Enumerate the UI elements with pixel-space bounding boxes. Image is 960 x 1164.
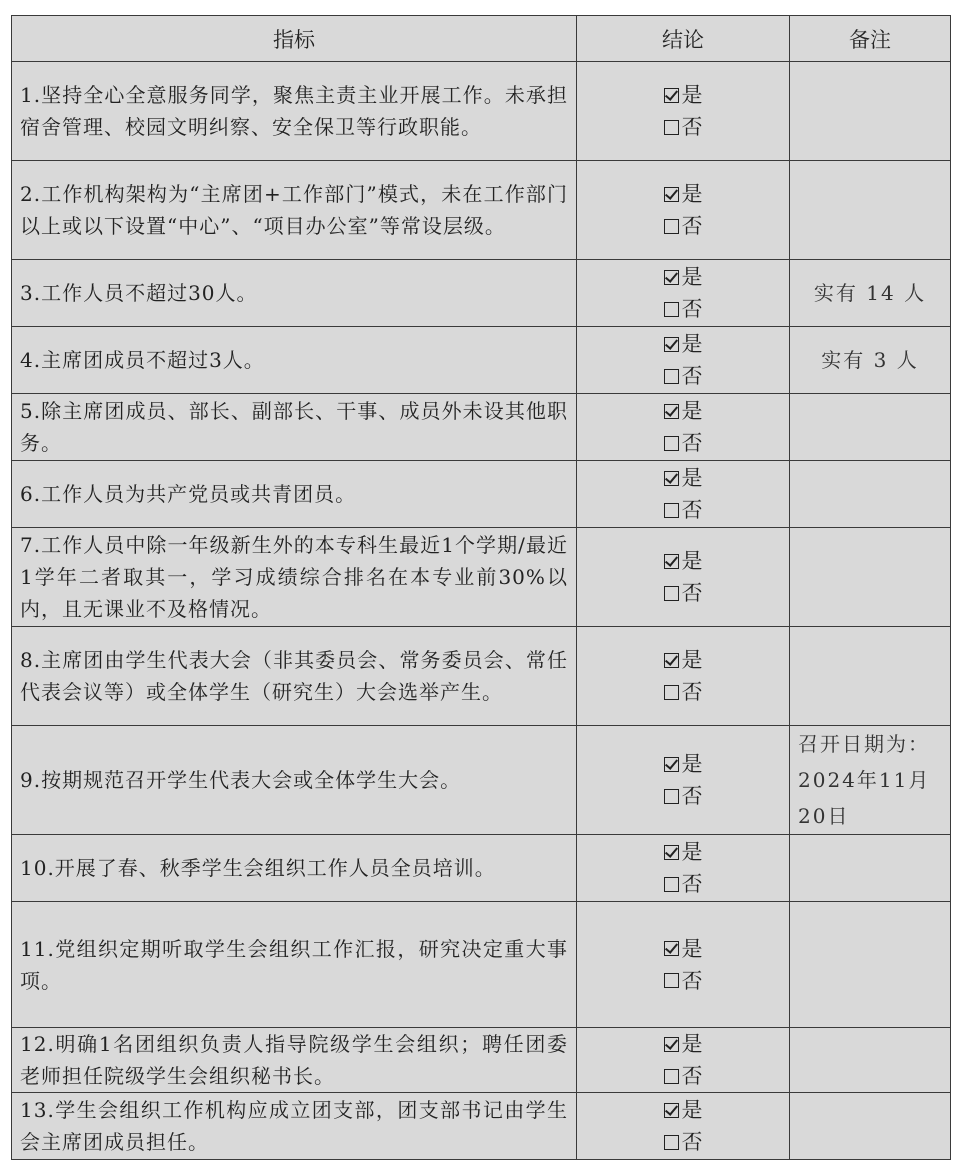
option-yes[interactable] <box>577 178 789 210</box>
option-no[interactable] <box>577 111 789 143</box>
option-yes[interactable] <box>577 261 789 293</box>
table-row <box>12 461 951 528</box>
option-yes[interactable] <box>577 462 789 494</box>
option-yes[interactable] <box>577 644 789 676</box>
option-yes[interactable] <box>577 545 789 577</box>
remark-cell: 召开日期为：2024年11月20日 <box>790 726 951 835</box>
conclusion-cell <box>577 835 790 902</box>
checkbox-no[interactable] <box>664 877 679 892</box>
option-no-label: 否 <box>681 431 703 455</box>
table-row <box>12 260 951 327</box>
option-yes[interactable] <box>577 395 789 427</box>
remark-cell <box>790 394 951 461</box>
indicator-table <box>11 15 951 1160</box>
option-no-label: 否 <box>681 115 703 139</box>
header-indicator: 指标 <box>12 16 577 62</box>
option-no-label: 否 <box>681 297 703 321</box>
option-yes[interactable] <box>577 836 789 868</box>
remark-cell <box>790 902 951 1028</box>
option-no-label: 否 <box>681 214 703 238</box>
option-yes[interactable] <box>577 933 789 965</box>
option-yes-label: 是 <box>681 936 703 961</box>
checkbox-yes[interactable] <box>664 471 679 486</box>
remark-cell <box>790 627 951 726</box>
option-no[interactable] <box>577 780 789 812</box>
conclusion-cell <box>577 528 790 627</box>
checkbox-yes[interactable] <box>664 270 679 285</box>
checkbox-yes[interactable] <box>664 404 679 419</box>
option-no-label: 否 <box>681 364 703 388</box>
table-row <box>12 528 951 627</box>
option-no[interactable] <box>577 293 789 325</box>
indicator-text: 1.坚持全心全意服务同学，聚焦主责主业开展工作。未承担宿舍管理、校园文明纠察、安全保卫等行政职能。 <box>12 62 577 161</box>
option-no-label: 否 <box>681 784 703 808</box>
conclusion-cell <box>577 627 790 726</box>
conclusion-cell <box>577 1093 790 1160</box>
checkbox-no[interactable] <box>664 302 679 317</box>
checkbox-no[interactable] <box>664 1135 679 1150</box>
remark-cell: 实有 14 人 <box>790 260 951 327</box>
indicator-text: 11.党组织定期听取学生会组织工作汇报，研究决定重大事项。 <box>12 902 577 1028</box>
option-no[interactable] <box>577 1060 789 1092</box>
checkbox-yes[interactable] <box>664 1103 679 1118</box>
conclusion-cell <box>577 902 790 1028</box>
checkbox-yes[interactable] <box>664 187 679 202</box>
indicator-text: 7.工作人员中除一年级新生外的本专科生最近1个学期/最近1学年二者取其一，学习成绩综合排名在本专业前30%以内，且无课业不及格情况。 <box>12 528 577 627</box>
checkbox-yes[interactable] <box>664 337 679 352</box>
checkbox-yes[interactable] <box>664 757 679 772</box>
option-no-label: 否 <box>681 680 703 704</box>
option-yes-label: 是 <box>681 399 703 423</box>
option-no-label: 否 <box>681 581 703 605</box>
option-yes-label: 是 <box>681 265 703 289</box>
table-row <box>12 1028 951 1093</box>
checkbox-no[interactable] <box>664 1069 679 1084</box>
option-no[interactable] <box>577 965 789 997</box>
indicator-text: 2.工作机构架构为“主席团+工作部门”模式，未在工作部门以上或以下设置“中心”、“项目办公室”等常设层级。 <box>12 161 577 260</box>
indicator-text: 10.开展了春、秋季学生会组织工作人员全员培训。 <box>12 835 577 902</box>
option-yes-label: 是 <box>681 648 703 672</box>
checkbox-yes[interactable] <box>664 845 679 860</box>
remark-cell: 实有 3 人 <box>790 327 951 394</box>
conclusion-cell <box>577 161 790 260</box>
option-yes[interactable] <box>577 328 789 360</box>
option-no[interactable] <box>577 494 789 526</box>
checkbox-no[interactable] <box>664 369 679 384</box>
checkbox-no[interactable] <box>664 973 679 988</box>
option-yes-label: 是 <box>681 182 703 206</box>
remark-cell <box>790 161 951 260</box>
table-row <box>12 394 951 461</box>
indicator-text: 12.明确1名团组织负责人指导院级学生会组织；聘任团委老师担任院级学生会组织秘书长。 <box>12 1028 577 1093</box>
option-no[interactable] <box>577 577 789 609</box>
option-yes[interactable] <box>577 748 789 780</box>
checkbox-yes[interactable] <box>664 941 679 956</box>
conclusion-cell <box>577 327 790 394</box>
remark-cell <box>790 528 951 627</box>
remark-cell <box>790 835 951 902</box>
table-row <box>12 1093 951 1160</box>
checkbox-no[interactable] <box>664 586 679 601</box>
conclusion-cell <box>577 726 790 835</box>
option-no-label: 否 <box>681 872 703 896</box>
option-no-label: 否 <box>681 498 703 522</box>
option-no[interactable] <box>577 210 789 242</box>
checkbox-yes[interactable] <box>664 1037 679 1052</box>
checkbox-no[interactable] <box>664 436 679 451</box>
option-no[interactable] <box>577 676 789 708</box>
option-yes[interactable] <box>577 1028 789 1060</box>
table-row <box>12 627 951 726</box>
table-row <box>12 902 951 1028</box>
header-conclusion: 结论 <box>577 16 790 62</box>
option-yes[interactable] <box>577 79 789 111</box>
option-yes-label: 是 <box>681 840 703 864</box>
checkbox-no[interactable] <box>664 503 679 518</box>
remark-cell <box>790 1028 951 1093</box>
option-yes[interactable] <box>577 1094 789 1126</box>
indicator-text: 13.学生会组织工作机构应成立团支部，团支部书记由学生会主席团成员担任。 <box>12 1093 577 1160</box>
table-row <box>12 62 951 161</box>
indicator-text: 9.按期规范召开学生代表大会或全体学生大会。 <box>12 726 577 835</box>
option-yes-label: 是 <box>681 332 703 356</box>
table-row <box>12 835 951 902</box>
option-yes-label: 是 <box>681 1098 703 1122</box>
indicator-text: 6.工作人员为共产党员或共青团员。 <box>12 461 577 528</box>
remark-cell <box>790 1093 951 1160</box>
table-row <box>12 327 951 394</box>
indicator-text: 8.主席团由学生代表大会（非其委员会、常务委员会、常任代表会议等）或全体学生（研究生）大会选举产生。 <box>12 627 577 726</box>
checkbox-no[interactable] <box>664 789 679 804</box>
conclusion-cell <box>577 394 790 461</box>
table-row <box>12 161 951 260</box>
option-no[interactable] <box>577 427 789 459</box>
option-yes-label: 是 <box>681 83 703 107</box>
option-yes-label: 是 <box>681 752 703 776</box>
option-no-label: 否 <box>681 1064 703 1088</box>
conclusion-cell <box>577 461 790 528</box>
checkbox-no[interactable] <box>664 120 679 135</box>
checkbox-yes[interactable] <box>664 88 679 103</box>
option-no-label: 否 <box>681 1130 703 1154</box>
indicator-text: 5.除主席团成员、部长、副部长、干事、成员外未设其他职务。 <box>12 394 577 461</box>
option-yes-label: 是 <box>681 466 703 490</box>
header-row <box>12 16 951 62</box>
option-yes-label: 是 <box>681 1032 703 1056</box>
checkbox-no[interactable] <box>664 685 679 700</box>
option-yes-label: 是 <box>681 549 703 573</box>
option-no[interactable] <box>577 1126 789 1158</box>
option-no-label: 否 <box>681 968 703 993</box>
conclusion-cell <box>577 62 790 161</box>
header-remark: 备注 <box>790 16 951 62</box>
checkbox-yes[interactable] <box>664 554 679 569</box>
option-no[interactable] <box>577 868 789 900</box>
conclusion-cell <box>577 260 790 327</box>
indicator-text: 4.主席团成员不超过3人。 <box>12 327 577 394</box>
table-row <box>12 726 951 835</box>
checkbox-yes[interactable] <box>664 653 679 668</box>
conclusion-cell <box>577 1028 790 1093</box>
indicator-text: 3.工作人员不超过30人。 <box>12 260 577 327</box>
remark-cell <box>790 62 951 161</box>
remark-cell <box>790 461 951 528</box>
option-no[interactable] <box>577 360 789 392</box>
checkbox-no[interactable] <box>664 219 679 234</box>
